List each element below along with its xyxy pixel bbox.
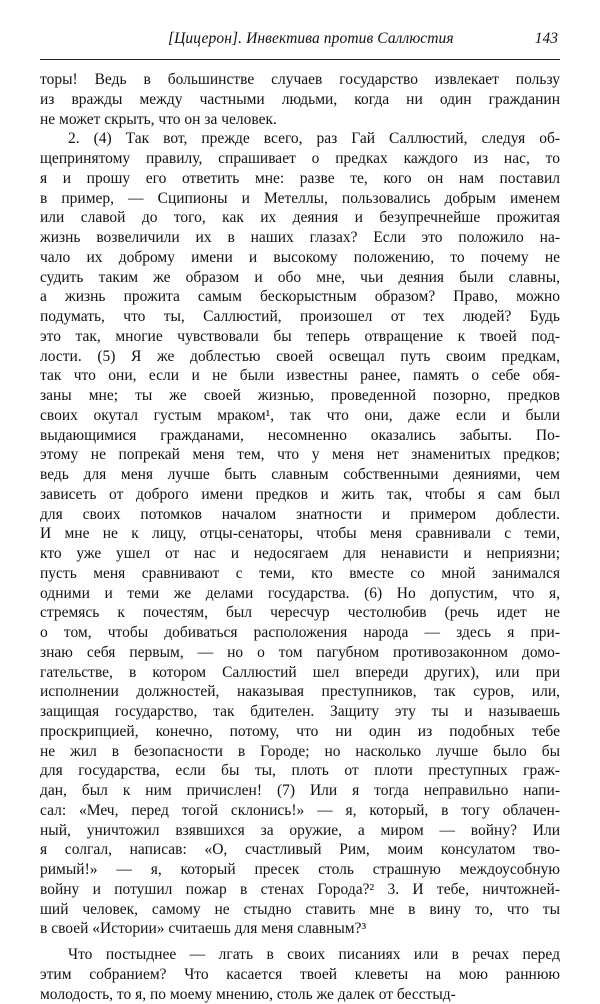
text-line: из вражды между частными людьми, когда ни один гражданин bbox=[40, 90, 560, 110]
text-line: не может скрыть, что он за человек. bbox=[40, 110, 560, 130]
text-line: молодость, то я, по моему мнению, столь же далек от бесстыд- bbox=[40, 985, 560, 1004]
text-line: дан, был к ним причислен! (7) Или я тогда неправильно напи- bbox=[40, 781, 560, 801]
text-line: своих окутал густым мраком¹, так что они, даже если и были bbox=[40, 406, 560, 426]
text-line: торы! Ведь в большинстве случаев государство извлекает пользу bbox=[40, 70, 560, 90]
text-line: этим собранием? Что касается твоей клеветы на мою раннюю bbox=[40, 965, 560, 985]
text-line: сал: «Меч, перед тогой склонись!» — я, который, в тогу облачен- bbox=[40, 801, 560, 821]
text-line: или славой до того, как их деяния и безупречнейше прожитая bbox=[40, 208, 560, 228]
text-line: ный, уничтожил взявшихся за оружие, а миром — войну? Или bbox=[40, 821, 560, 841]
text-line: войну и потушил пожар в стенах Города?² 3. И тебе, ничтожней- bbox=[40, 880, 560, 900]
text-line: кто уже ушел от нас и недосягаем для ненависти и неприязни; bbox=[40, 544, 560, 564]
text-line: о том, чтобы добиваться расположения народа — здесь я при- bbox=[40, 623, 560, 643]
text-line: стремясь к почестям, был чересчур честолюбив (речь идет не bbox=[40, 603, 560, 623]
text-line: выдающимися гражданами, несомненно оказались забыты. По- bbox=[40, 426, 560, 446]
text-line: пусть меня сравнивают с теми, кто вместе со мной занимался bbox=[40, 564, 560, 584]
text-line: в пример, — Сципионы и Метеллы, пользовались добрым именем bbox=[40, 189, 560, 209]
text-line: так что они, если и не были известны ранее, память о себе обя- bbox=[40, 366, 560, 386]
text-line: это так, многие чувствовали бы теперь отвращение к твоей под- bbox=[40, 327, 560, 347]
text-line: этому не попрекай меня тем, что у меня нет знаменитых предков; bbox=[40, 445, 560, 465]
paragraph bbox=[40, 939, 560, 1004]
text-line: а жизнь прожита самым бескорыстным образом? Право, можно bbox=[40, 287, 560, 307]
text-line: И мне не к лицу, отцы-сенаторы, чтобы меня сравнивали с теми, bbox=[40, 524, 560, 544]
text-line: лости. (5) Я же доблестью своей освещал путь своим предкам, bbox=[40, 347, 560, 367]
text-line: в своей «Истории» считаешь для меня славным?³ bbox=[40, 919, 560, 939]
body-text bbox=[40, 70, 560, 1004]
text-line: подумать, что ты, Саллюстий, произошел от тех людей? Будь bbox=[40, 307, 560, 327]
text-line: Что постыднее — лгать в своих писаниях или в речах перед bbox=[40, 945, 560, 965]
text-line: для государства, если бы ты, плоть от плоти преступных граж- bbox=[40, 761, 560, 781]
running-header bbox=[168, 30, 558, 52]
paragraph bbox=[40, 129, 560, 939]
text-line: судить таким же образом и обо мне, чьи деяния были славны, bbox=[40, 268, 560, 288]
text-line: римый!» — я, который пресек столь страшную междоусобную bbox=[40, 860, 560, 880]
text-line: зависеть от доброго имени предков и жить так, чтобы я сам был bbox=[40, 485, 560, 505]
text-line: заны мне; ты же своей жизнью, проведенной позорно, предков bbox=[40, 386, 560, 406]
paragraph bbox=[40, 70, 560, 129]
text-line: исполнении должностей, наказывая преступников, так суров, или, bbox=[40, 682, 560, 702]
text-line: одними и теми же делами государства. (6) Но допустим, что я, bbox=[40, 584, 560, 604]
header-rule bbox=[40, 59, 560, 60]
text-line: я солгал, написав: «О, счастливый Рим, моим консулатом тво- bbox=[40, 840, 560, 860]
text-line: знаю себя первым, — но о том пагубном противозаконном домо- bbox=[40, 643, 560, 663]
text-line: я и прошу его ответить мне: разве те, кого он нам поставил bbox=[40, 169, 560, 189]
text-line: не жил в безопасности в Городе; но насколько лучше было бы bbox=[40, 742, 560, 762]
text-line: чало их доброму имени и высокому положению, то почему не bbox=[40, 248, 560, 268]
text-line: защищая государство, так бдителен. Защиту эту ты и называешь bbox=[40, 702, 560, 722]
page-number: 143 bbox=[535, 30, 558, 48]
text-line: ведь для меня лучше быть славным собственными деяниями, чем bbox=[40, 465, 560, 485]
text-line: ший человек, самому не стыдно ставить мне в вину то, что ты bbox=[40, 900, 560, 920]
text-line: проскрипцией, конечно, потому, что ни один из подобных тебе bbox=[40, 722, 560, 742]
text-line: 2. (4) Так вот, прежде всего, раз Гай Саллюстий, следуя об- bbox=[40, 129, 560, 149]
running-title: [Цицерон]. Инвектива против Саллюстия bbox=[168, 30, 454, 48]
text-line: щепринятому правилу, спрашивает о предках каждого из нас, то bbox=[40, 149, 560, 169]
text-line: для своих потомков началом знатности и примером доблести. bbox=[40, 505, 560, 525]
text-line: гательстве, в котором Саллюстий шел впереди других), или при bbox=[40, 663, 560, 683]
text-line: жизнь возвеличили их в наших глазах? Если это положило на- bbox=[40, 228, 560, 248]
